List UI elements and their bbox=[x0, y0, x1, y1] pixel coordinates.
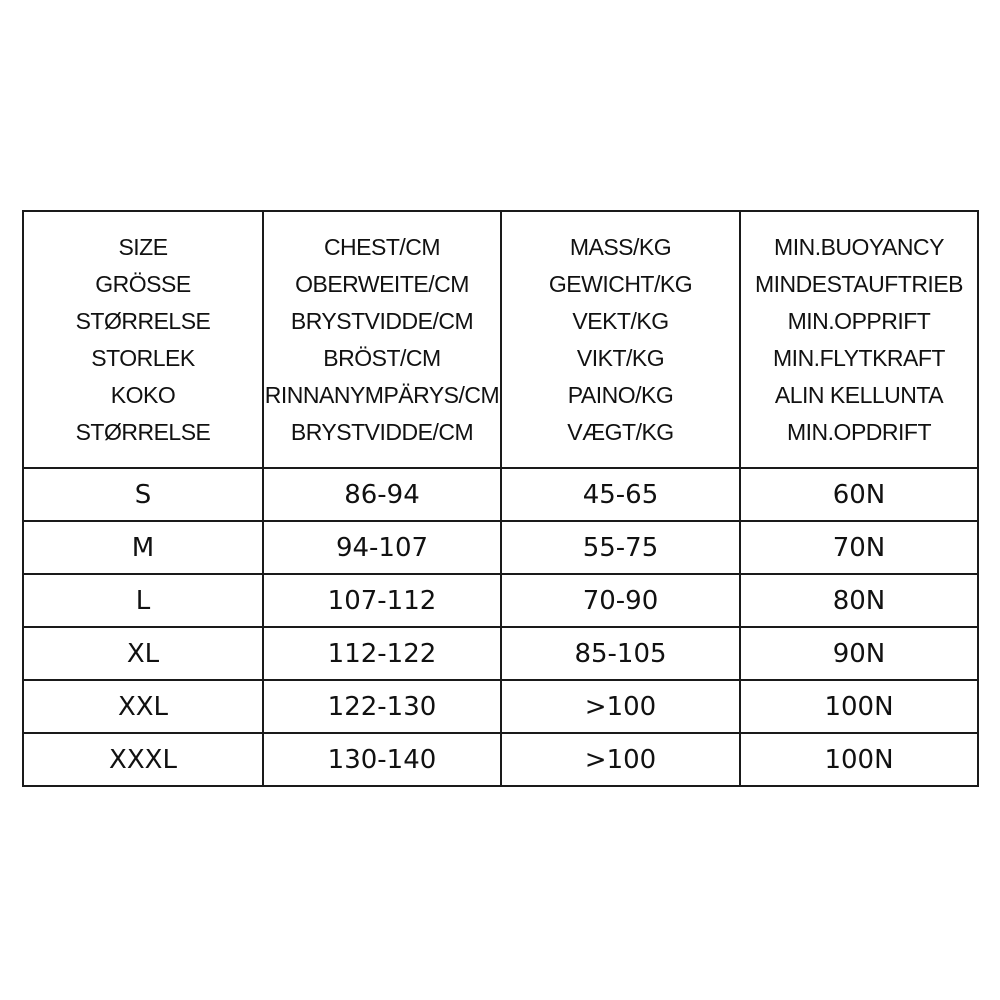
cell-size: XXXL bbox=[23, 733, 263, 786]
cell-mass: 55-75 bbox=[501, 521, 740, 574]
size-chart-table bbox=[22, 210, 979, 787]
header-buoyancy-line: ALIN KELLUNTA bbox=[774, 381, 944, 408]
table-row bbox=[23, 733, 978, 786]
cell-chest: 122-130 bbox=[263, 680, 501, 733]
cell-size: XXL bbox=[23, 680, 263, 733]
header-chest-line: OBERWEITE/CM bbox=[295, 270, 469, 297]
cell-size: S bbox=[23, 468, 263, 521]
cell-buoyancy: 90N bbox=[740, 627, 978, 680]
header-mass bbox=[501, 211, 740, 468]
table-row bbox=[23, 627, 978, 680]
header-mass-line: VIKT/KG bbox=[576, 344, 665, 371]
header-mass-line: GEWICHT/KG bbox=[548, 270, 693, 297]
header-mass-line: MASS/KG bbox=[569, 233, 672, 260]
header-buoyancy bbox=[740, 211, 978, 468]
header-mass-line: PAINO/KG bbox=[567, 381, 674, 408]
cell-buoyancy: 70N bbox=[740, 521, 978, 574]
cell-chest: 86-94 bbox=[263, 468, 501, 521]
table-row bbox=[23, 680, 978, 733]
cell-mass: >100 bbox=[501, 733, 740, 786]
cell-mass: 85-105 bbox=[501, 627, 740, 680]
cell-buoyancy: 80N bbox=[740, 574, 978, 627]
header-chest-line: CHEST/CM bbox=[323, 233, 441, 260]
header-size-line: STØRRELSE bbox=[75, 418, 211, 445]
cell-buoyancy: 100N bbox=[740, 733, 978, 786]
header-size-line: SIZE bbox=[118, 233, 168, 260]
header-buoyancy-line: MIN.OPPRIFT bbox=[787, 307, 931, 334]
cell-buoyancy: 60N bbox=[740, 468, 978, 521]
header-size-line: KOKO bbox=[110, 381, 176, 408]
header-chest bbox=[263, 211, 501, 468]
table-row bbox=[23, 468, 978, 521]
cell-mass: 70-90 bbox=[501, 574, 740, 627]
header-buoyancy-line: MIN.BUOYANCY bbox=[774, 233, 944, 260]
cell-chest: 130-140 bbox=[263, 733, 501, 786]
cell-chest: 112-122 bbox=[263, 627, 501, 680]
header-chest-line: BRÖST/CM bbox=[323, 344, 441, 371]
header-size-line: STØRRELSE bbox=[75, 307, 211, 334]
header-buoyancy-line: MINDESTAUFTRIEB bbox=[754, 270, 964, 297]
table-row bbox=[23, 521, 978, 574]
header-chest-line: BRYSTVIDDE/CM bbox=[290, 307, 474, 334]
cell-mass: 45-65 bbox=[501, 468, 740, 521]
cell-size: XL bbox=[23, 627, 263, 680]
cell-mass: >100 bbox=[501, 680, 740, 733]
cell-chest: 107-112 bbox=[263, 574, 501, 627]
cell-size: L bbox=[23, 574, 263, 627]
cell-chest: 94-107 bbox=[263, 521, 501, 574]
header-mass-line: VEKT/KG bbox=[572, 307, 669, 334]
header-mass-line: VÆGT/KG bbox=[567, 418, 674, 445]
cell-size: M bbox=[23, 521, 263, 574]
table-row bbox=[23, 574, 978, 627]
header-buoyancy-line: MIN.FLYTKRAFT bbox=[773, 344, 945, 371]
header-size bbox=[23, 211, 263, 468]
header-buoyancy-line: MIN.OPDRIFT bbox=[787, 418, 931, 445]
header-size-line: GRÖSSE bbox=[95, 270, 191, 297]
header-row bbox=[23, 211, 978, 468]
header-chest-line: RINNANYMPÄRYS/CM bbox=[264, 381, 500, 408]
cell-buoyancy: 100N bbox=[740, 680, 978, 733]
header-chest-line: BRYSTVIDDE/CM bbox=[290, 418, 474, 445]
header-size-line: STORLEK bbox=[91, 344, 195, 371]
